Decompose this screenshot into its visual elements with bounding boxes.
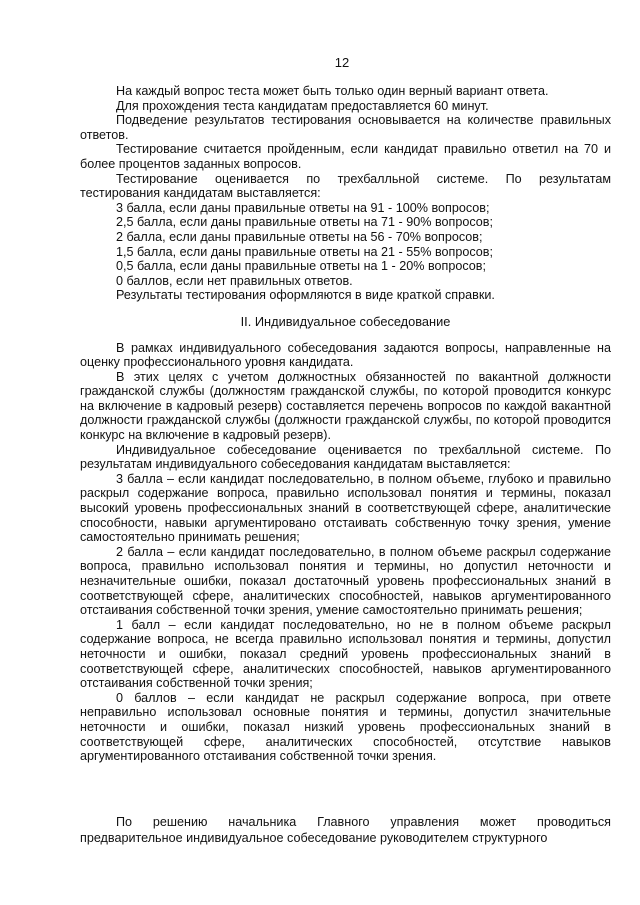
list-item: 2 балла, если даны правильные ответы на 56 - 70% вопросов; — [116, 229, 483, 244]
paragraph: 2 балла – если кандидат последовательно, в полном объеме раскрыл содержание вопроса, правильно использовал понятия и термины, но допустил неточности и незначительные ошибки, показал достаточный уровень профессиональных знаний в соответствующей сфере, аналитических способностей, навыков аргументированного отстаивания собственной точки зрения, умение самостоятельно принимать решения; — [80, 544, 611, 618]
paragraph-continued: По решению начальника Главного управления может проводиться предварительное индивидуальное собеседование руководителем структурного — [80, 815, 611, 845]
paragraph: Индивидуальное собеседование оценивается по трехбалльной системе. По результатам индивидуального собеседования кандидатам выставляется: — [80, 442, 611, 472]
section-heading: II. Индивидуальное собеседование — [240, 313, 451, 329]
paragraph: 0 баллов – если кандидат не раскрыл содержание вопроса, при ответе неправильно использовал основные понятия и термины, допустил значительные неточности и ошибки, показал низкий уровень профессиональных знаний в соответствующей сфере, аналитических способностей, отсутствие навыков аргументированного отстаивания собственной точки зрения. — [80, 690, 611, 764]
list-item: 3 балла, если даны правильные ответы на 91 - 100% вопросов; — [116, 200, 490, 215]
list-item: 0 баллов, если нет правильных ответов. — [116, 273, 353, 288]
list-item: 1,5 балла, если даны правильные ответы на 21 - 55% вопросов; — [116, 244, 493, 259]
list-item: 2,5 балла, если даны правильные ответы на 71 - 90% вопросов; — [116, 215, 493, 230]
paragraph: 3 балла – если кандидат последовательно, в полном объеме, глубоко и правильно раскрыл содержание вопроса, правильно использовал понятия и термины, показал высокий уровень профессиональных знаний в соответствующей сфере, аналитические способности, навыки аргументировано отстаивать собственную точку зрения, умение самостоятельно принимать решения; — [80, 471, 611, 545]
document-body — [80, 84, 611, 764]
paragraph: Подведение результатов тестирования основывается на количестве правильных ответов. — [80, 113, 611, 142]
paragraph: В этих целях с учетом должностных обязанностей по вакантной должности гражданской службы (должностям гражданской службы, по которой проводится конкурс на включение в кадровый резерв) составляется перечень вопросов по каждой вакантной должности гражданской службы (должности гражданской службы, по которой проводится конкурс на включение в кадровый резерв). — [80, 369, 611, 443]
paragraph: На каждый вопрос теста может быть только один верный вариант ответа. — [116, 84, 549, 98]
paragraph: Результаты тестирования оформляются в виде краткой справки. — [116, 288, 495, 303]
page-number: 12 — [334, 55, 350, 70]
paragraph: Тестирование оценивается по трехбалльной системе. По результатам тестирования кандидатам выставляется: — [80, 171, 611, 201]
list-item: 0,5 балла, если даны правильные ответы на 1 - 20% вопросов; — [116, 259, 486, 274]
paragraph: В рамках индивидуального собеседования задаются вопросы, направленные на оценку профессионального уровня кандидата. — [80, 340, 611, 370]
paragraph: Для прохождения теста кандидатам предоставляется 60 минут. — [116, 98, 489, 113]
paragraph: 1 балл – если кандидат последовательно, но не в полном объеме раскрыл содержание вопроса, не всегда правильно использовал понятия и термины, допустил неточности и ошибки, показал средний уровень профессиональных знаний в соответствующей сфере, аналитических способностей, навыков аргументированного отстаивания собственной точки зрения; — [80, 617, 611, 691]
paragraph: Тестирование считается пройденным, если кандидат правильно ответил на 70 и более процентов заданных вопросов. — [80, 142, 611, 171]
